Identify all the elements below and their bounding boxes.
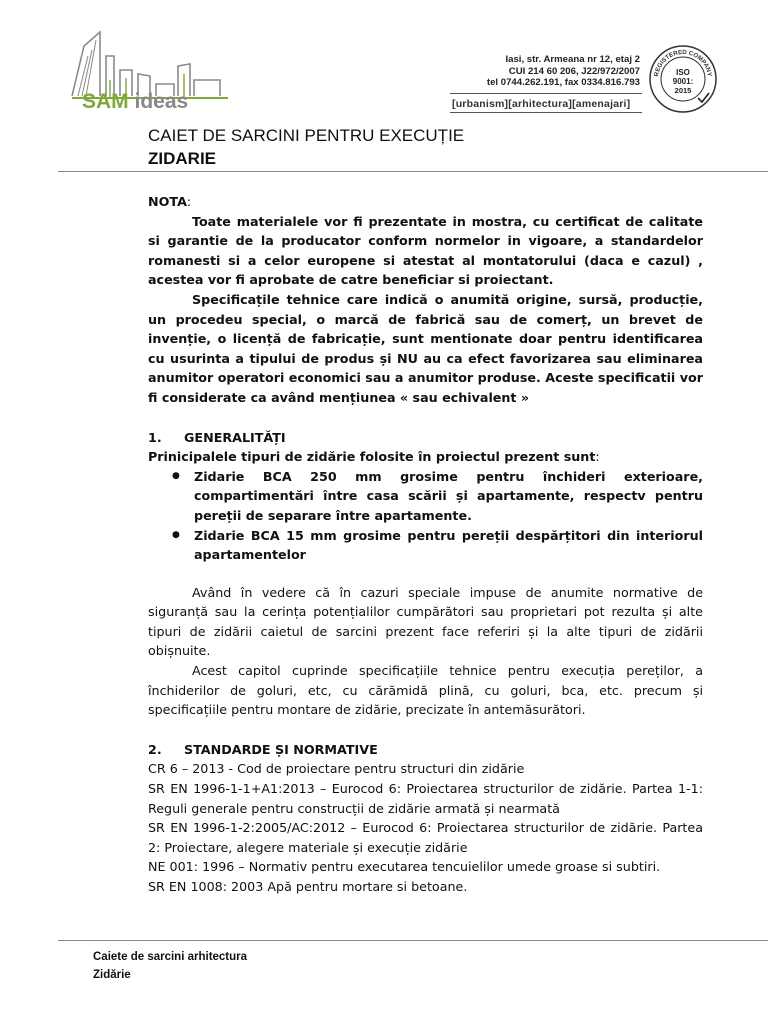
nota-paragraph-2: Specificațile tehnice care indică o anumită origine, sursă, producție, un procedeu special, o marcă de fabrică sau de comerț, un brevet de invenție, o licență de fabricație, sunt mentionate doar pentru identificarea cu usurinta a tipului de produs și NU au ca efect favorizarea sau eliminarea anumitor operatori economici sau a anumitor produse. Aceste specificatii vor fi considerate ca având mențiunea « sau echivalent » [148, 291, 703, 405]
document-body [148, 192, 703, 897]
page-footer [93, 948, 247, 984]
title-line-2: ZIDARIE [148, 149, 216, 168]
section-1-paragraph-1: Având în vedere că în cazuri speciale impuse de anumite normative de siguranță sau la cerința potențialilor cumpărători sau proprietari pot rezulta și alte tipuri de zidării caietul de sarcini prezent face referiri și la alte tipuri de zidării obișnuite. [148, 584, 703, 659]
iso-certification-seal [648, 44, 718, 114]
footer-divider [58, 940, 768, 941]
list-item: ● Zidarie BCA 15 mm grosime pentru pereții despărțitori din interiorul apartamentelor [194, 526, 703, 565]
iso-year: 2015 [674, 86, 692, 95]
section-2-heading [148, 740, 703, 760]
document-title [148, 124, 464, 170]
contact-block [440, 54, 640, 89]
logo-brand: SAM [82, 90, 129, 113]
section-1-title: GENERALITĂȚI [184, 429, 286, 445]
spacer [148, 565, 703, 583]
section-2-number: 2. [148, 741, 162, 757]
section-1-paragraph-2: Acest capitol cuprinde specificațiile tehnice pentru execuția pereților, a închiderilor de goluri, etc, cu cărămidă plină, cu goluri, bca, etc. precum și specificațiile pentru montare de zidărie, precizate în antemăsurători. [148, 663, 703, 718]
footer-line-1: Caiete de sarcini arhitectura [93, 951, 248, 963]
list-item: ● Zidarie BCA 250 mm grosime pentru închideri exterioare, compartimentări între casa scării și apartamente, respectv pentru pereții de separare între apartamente. [194, 467, 703, 526]
contact-phone: tel 0744.262.191, fax 0334.816.793 [486, 77, 640, 89]
tagline-rule-bottom [450, 112, 642, 113]
section-2-title: STANDARDE ȘI NORMATIVE [184, 741, 378, 757]
section-1-intro [148, 447, 703, 467]
nota-paragraph-1: Toate materialele vor fi prezentate in mostra, cu certificat de calitate si garantie de la producator conform normelor in vigoare, a standardelor romanesti si a celor europene si atestat al montatorului (daca e cazul) , acestea vor fi aprobate de catre beneficiar si proiectant. [148, 213, 703, 288]
iso-ring-text: REGISTERED COMPANY [653, 48, 713, 78]
section-1-number: 1. [148, 429, 162, 445]
contact-registration: CUI 214 60 206, J22/972/2007 [508, 65, 640, 77]
standard-item: SR EN 1008: 2003 Apă pentru mortare si betoane. [148, 879, 468, 894]
footer-line-2: Zidărie [93, 969, 131, 981]
nota-heading [148, 192, 703, 212]
masonry-types-list [148, 467, 703, 565]
section-1-intro-text: Prinicipalele tipuri de zidărie folosite în proiectul prezent sunt [148, 449, 596, 465]
logo-wordmark [82, 90, 188, 114]
tagline-rule-top [450, 93, 642, 94]
logo-brand-suffix: ideas [134, 90, 189, 113]
standard-item: NE 001: 1996 – Normativ pentru executarea tencuielilor umede groase si subtiri. [148, 859, 661, 875]
contact-address: Iasi, str. Armeana nr 12, etaj 2 [505, 54, 640, 65]
standard-item: SR EN 1996-1-1+A1:2013 – Eurocod 6: Proiectarea structurilor de zidărie. Partea 1-1: Reguli generale pentru construcții de zidărie armată și nearmată [148, 781, 703, 816]
iso-code: 9001: [672, 77, 694, 86]
standard-item: CR 6 – 2013 - Cod de proiectare pentru structuri din zidărie [148, 761, 525, 777]
header-divider [58, 171, 768, 172]
standard-item: SR EN 1996-1-2:2005/AC:2012 – Eurocod 6: Proiectarea structurilor de zidărie. Partea 2: Proiectare, alegere materiale și execuție zidărie [148, 820, 703, 855]
tagline: [urbanism][arhitectura][amenajari] [452, 98, 631, 110]
section-1-heading [148, 428, 703, 448]
title-line-1: CAIET DE SARCINI PENTRU EXECUȚIE [148, 126, 465, 145]
nota-colon: : [186, 194, 192, 209]
nota-label: NOTA [148, 194, 187, 209]
section-1-intro-colon: : [595, 449, 600, 465]
iso-label: ISO [676, 68, 690, 77]
